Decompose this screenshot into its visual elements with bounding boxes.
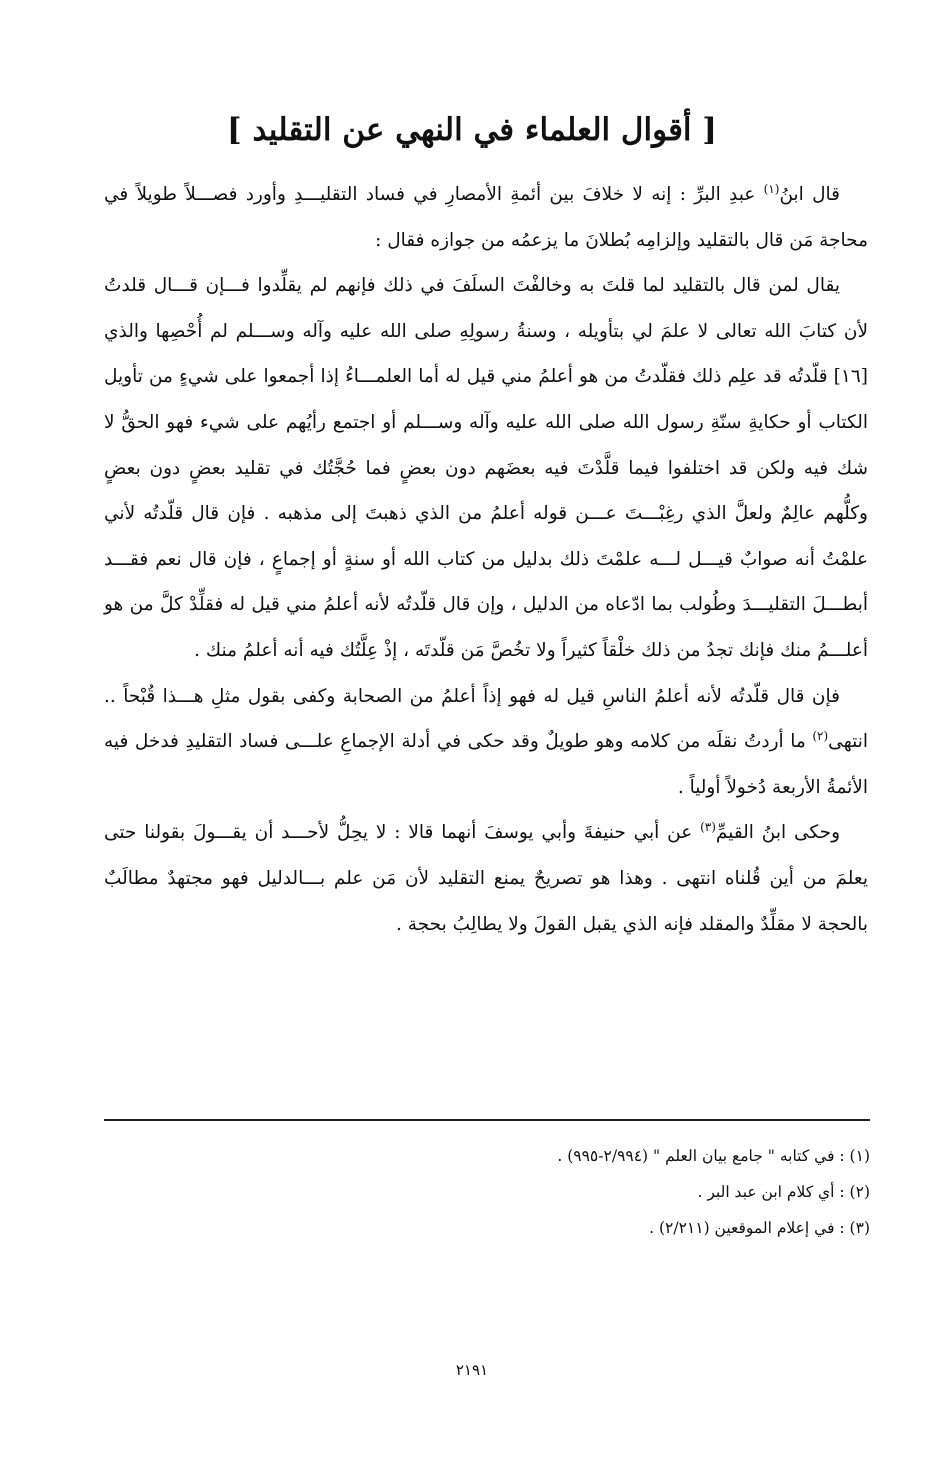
- footnote-1: (١) : في كتابه " جامع بيان العلم " (٢/٩٩٤-٩٩٥) .: [557, 1147, 870, 1165]
- paragraph-4-start: وحكى ابنُ القيمِّ: [715, 822, 840, 844]
- footnote-divider: [104, 1119, 870, 1121]
- paragraph-4: [104, 810, 868, 947]
- paragraph-1-rest: عبدِ البرِّ : إنه لا خلافَ بين أئمةِ الأمصارِ في فساد التقليـــدِ وأورد فصـــلاً طويلاً في محاجة مَن قال بالتقليد وإلزامِه بُطلانَ ما يزعمُه من جوازه فقال :: [104, 184, 868, 251]
- page-number: ٢١٩١: [455, 1361, 489, 1379]
- paragraph-4-rest: عن أبي حنيفةَ وأبي يوسفَ أنهما قالا : لا يحِلُّ لأحـــد أن يقـــولَ بقولنا حتى يعلمَ من أين قُلناه انتهى . وهذا هو تصريحٌ يمنع التقليد لأن مَن علم بـــالدليل فهو مجتهدٌ مطالَبٌ بالحجة لا مقلِّدٌ والمقلد فإنه الذي يقبل القولَ ولا يطالِبُ بحجة .: [104, 822, 868, 935]
- footnote-ref-2: (٢): [812, 728, 829, 743]
- section-heading: [ أقوال العلماء في النهي عن التقليد ]: [227, 112, 717, 148]
- footnote-ref-1: (١): [763, 181, 780, 196]
- paragraph-2: يقال لمن قال بالتقليد لما قلتَ به وخالفْتَ السلَفَ في ذلك فإنهم لم يقلِّدوا فـــإن قـــال قلدتُ لأن كتابَ الله تعالى لا علمَ لي بتأويله ، وسنةُ رسولِهِ صلى الله عليه وآله وســـلم لم أُحْصِها والذي [١٦] قلّدتُه قد علِم ذلك فقلّدتُ من هو أعلمُ مني قيل له أما العلمـــاءُ إذا أجمعوا على شيءٍ من تأويل الكتاب أو حكايةِ سنّةِ رسول الله صلى الله عليه وآله وســـلم أو اجتمع رأيُهم على شيء فهو الحقُّ لا شك فيه ولكن قد اختلفوا فيما قلَّدْتَ فيه بعضَهم دون بعضٍ فما حُجَّتُك في تقليد بعضٍ دون بعضٍ وكلُّهم عالِمٌ ولعلَّ الذي رغِبْـــتَ عـــن قوله أعلمُ من الذي ذهبتَ إلى مذهبه . فإن قال قلّدتُه لأني علمْتُ أنه صوابٌ قيـــل لـــه علمْتَ ذلك بدليل من كتاب الله أو سنةٍ أو إجماعٍ ، فإن قال نعم فقـــد أبطـــلَ التقليـــدَ وطُولب بما ادّعاه من الدليل ، وإن قال قلّدتُه لأنه أعلمُ مني قيل له فقلِّدْ كلَّ من هو أعلـــمُ منك فإنك تجدُ من ذلك خلْقاً كثيراً ولا تخُصَّ مَن قلّدتَه ، إذْ عِلَّتُك فيه أنه أعلمُ منك .: [104, 275, 868, 661]
- paragraph-1-start: قال ابنُ: [779, 184, 840, 205]
- paragraph-3-start: فإن قال قلّدتُه لأنه أعلمُ الناسِ قيل له فهو إذاً أعلمُ من الصحابة وكفى بقول مثلِ هـــذا قُبْحاً .. انتهى: [104, 685, 868, 753]
- footnote-3: (٣) : في إعلام الموقعين (٢/٢١١) .: [649, 1219, 870, 1237]
- footnote-ref-3: (٣): [700, 820, 716, 835]
- paragraph-3: [104, 674, 868, 811]
- paragraph-1: [104, 172, 868, 263]
- paragraph-3-rest: ما أردتُ نقلَه من كلامه وهو طويلٌ وقد حكى في أدلة الإجماعِ علـــى فساد التقليدِ فدخل فيه الأئمةُ الأربعة دُخولاً أولياً .: [104, 731, 868, 798]
- body-text: [104, 172, 868, 947]
- footnote-2: (٢) : أي كلام ابن عبد البر .: [697, 1183, 870, 1201]
- footnotes: [104, 1138, 870, 1246]
